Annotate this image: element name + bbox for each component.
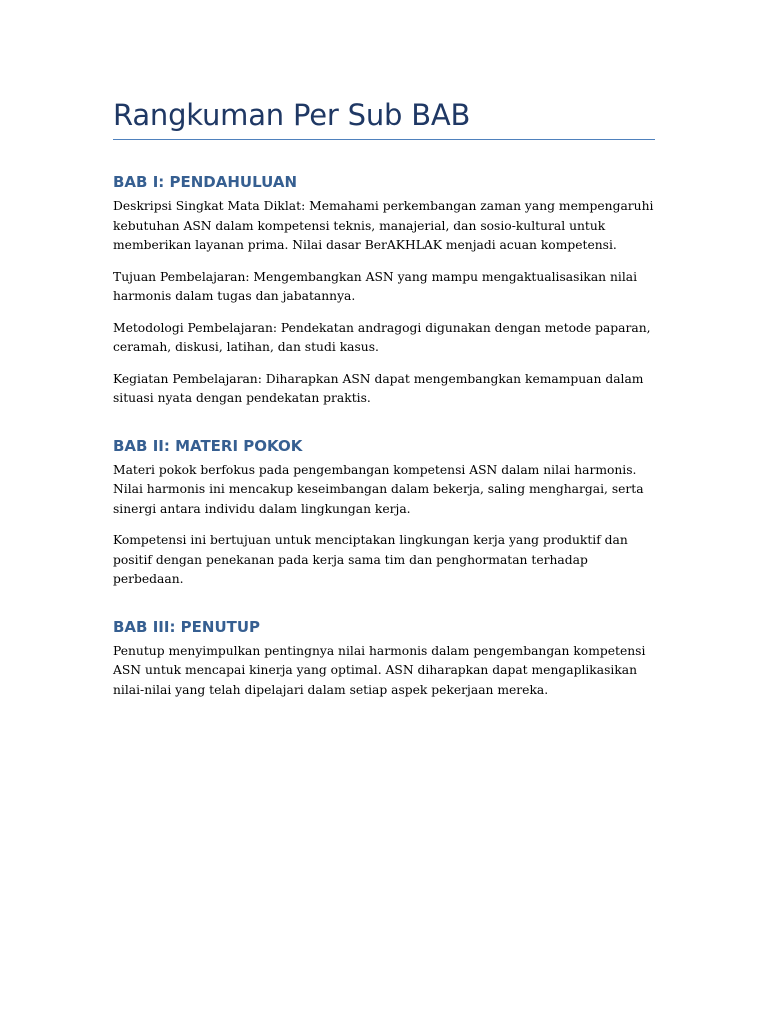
section-bab-2 (113, 434, 655, 590)
document-body (113, 170, 655, 700)
section-heading: BAB III: PENUTUP (113, 617, 261, 636)
section-bab-1 (113, 170, 655, 409)
paragraph: Metodologi Pembelajaran: Pendekatan andragogi digunakan dengan metode paparan, ceramah, diskusi, latihan, dan studi kasus. (113, 320, 651, 354)
section-heading: BAB I: PENDAHULUAN (113, 173, 297, 191)
title-underline-rule (113, 139, 655, 140)
paragraph: Tujuan Pembelajaran: Mengembangkan ASN yang mampu mengaktualisasikan nilai harmonis dalam tugas dan jabatannya. (113, 269, 638, 303)
paragraph: Kompetensi ini bertujuan untuk menciptakan lingkungan kerja yang produktif dan positif dengan penekanan pada kerja sama tim dan penghormatan terhadap perbedaan. (113, 533, 628, 586)
section-bab-3 (113, 615, 655, 701)
paragraph: Penutup menyimpulkan pentingnya nilai harmonis dalam pengembangan kompetensi ASN untuk mencapai kinerja yang optimal. ASN diharapkan dapat mengaplikasikan nilai-nilai yang telah dipelajari dalam setiap aspek pekerjaan mereka. (113, 643, 646, 697)
section-heading: BAB II: MATERI POKOK (113, 436, 303, 455)
document-title: Rangkuman Per Sub BAB (113, 98, 471, 132)
paragraph: Deskripsi Singkat Mata Diklat: Memahami perkembangan zaman yang mempengaruhi kebutuhan ASN dalam kompetensi teknis, manajerial, dan sosio-kultural untuk memberikan layanan prima. Nilai dasar BerAKHLAK menjadi acuan kompetensi. (113, 199, 654, 252)
paragraph: Materi pokok berfokus pada pengembangan kompetensi ASN dalam nilai harmonis. Nilai harmonis ini mencakup keseimbangan dalam bekerja, saling menghargai, serta sinergi antara individu dalam lingkungan kerja. (113, 462, 644, 516)
paragraph: Kegiatan Pembelajaran: Diharapkan ASN dapat mengembangkan kemampuan dalam situasi nyata dengan pendekatan praktis. (113, 371, 644, 405)
